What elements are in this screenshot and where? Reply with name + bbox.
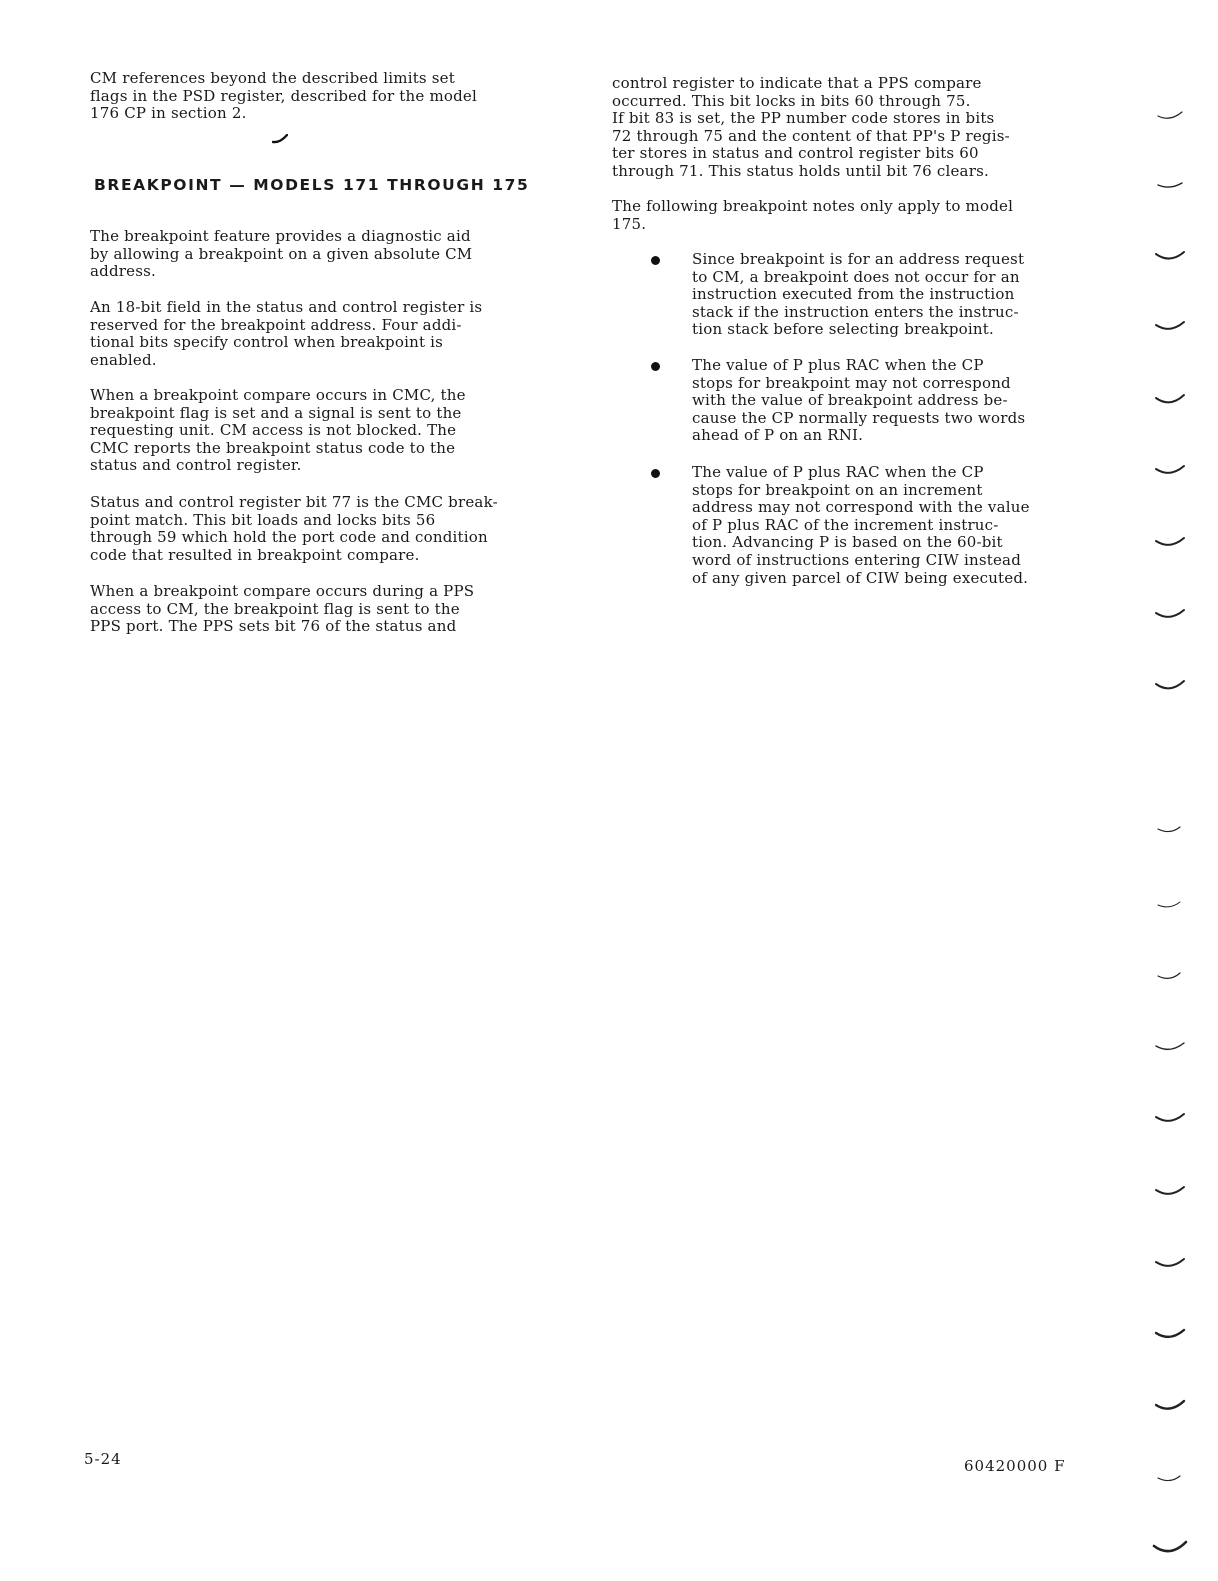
bullet-text: The value of P plus RAC when the CP stops for breakpoint on an increment address may not correspond with the value of P plus RAC of the increment instruc- tion. Advancing P is based on the 60-bit word of instructions entering CIW instead of any given parcel of CIW being executed. bbox=[692, 463, 1030, 587]
paragraph-notes-intro: The following breakpoint notes only apply to model 175. bbox=[612, 197, 1014, 233]
page-number: 5-24 bbox=[84, 1450, 122, 1468]
bullet-icon bbox=[651, 256, 660, 265]
section-heading: BREAKPOINT — MODELS 171 THROUGH 175 bbox=[94, 176, 530, 194]
paragraph-bit-77: Status and control register bit 77 is the CMC break- point match. This bit loads and locks bits 56 through 59 which hold the port code and condition code that resulted in breakpoint compare. bbox=[90, 493, 498, 564]
bullet-icon bbox=[651, 362, 660, 371]
paragraph-pps-compare: When a breakpoint compare occurs during a PPS access to CM, the breakpoint flag is sent to the PPS port. The PPS sets bit 76 of the status and bbox=[90, 582, 475, 636]
bullet-text: The value of P plus RAC when the CP stops for breakpoint may not correspond with the value of breakpoint address be- cause the CP normally requests two words ahead of P on an RNI. bbox=[692, 356, 1026, 445]
check-mark-icon bbox=[272, 134, 288, 144]
bullet-text: Since breakpoint is for an address request to CM, a breakpoint does not occur for an instruction executed from the instruction stack if the instruction enters the instruc- tion stack before selecting breakpoint. bbox=[692, 250, 1025, 339]
paragraph-cmc-compare: When a breakpoint compare occurs in CMC, the breakpoint flag is set and a signal is sent to the requesting unit. CM access is not blocked. The CMC reports the breakpoint status code to the status and control register. bbox=[90, 386, 466, 475]
paragraph-breakpoint-feature: The breakpoint feature provides a diagnostic aid by allowing a breakpoint on a given absolute CM address. bbox=[90, 227, 473, 281]
paragraph-continuation: control register to indicate that a PPS compare occurred. This bit locks in bits 60 through 75. If bit 83 is set, the PP number code stores in bits 72 through 75 and the content of that PP's P regis- ter stores in status and control register bits 60 through 71. This status holds until bit 76 clears. bbox=[612, 74, 1010, 180]
margin-marks-decoration bbox=[1150, 0, 1190, 1581]
intro-paragraph: CM references beyond the described limits set flags in the PSD register, described for the model 176 CP in section 2. bbox=[90, 69, 477, 123]
document-number: 60420000 F bbox=[964, 1457, 1066, 1475]
paragraph-18-bit-field: An 18-bit field in the status and control register is reserved for the breakpoint address. Four addi- tional bits specify control when breakpoint is enabled. bbox=[90, 298, 483, 369]
bullet-icon bbox=[651, 469, 660, 478]
